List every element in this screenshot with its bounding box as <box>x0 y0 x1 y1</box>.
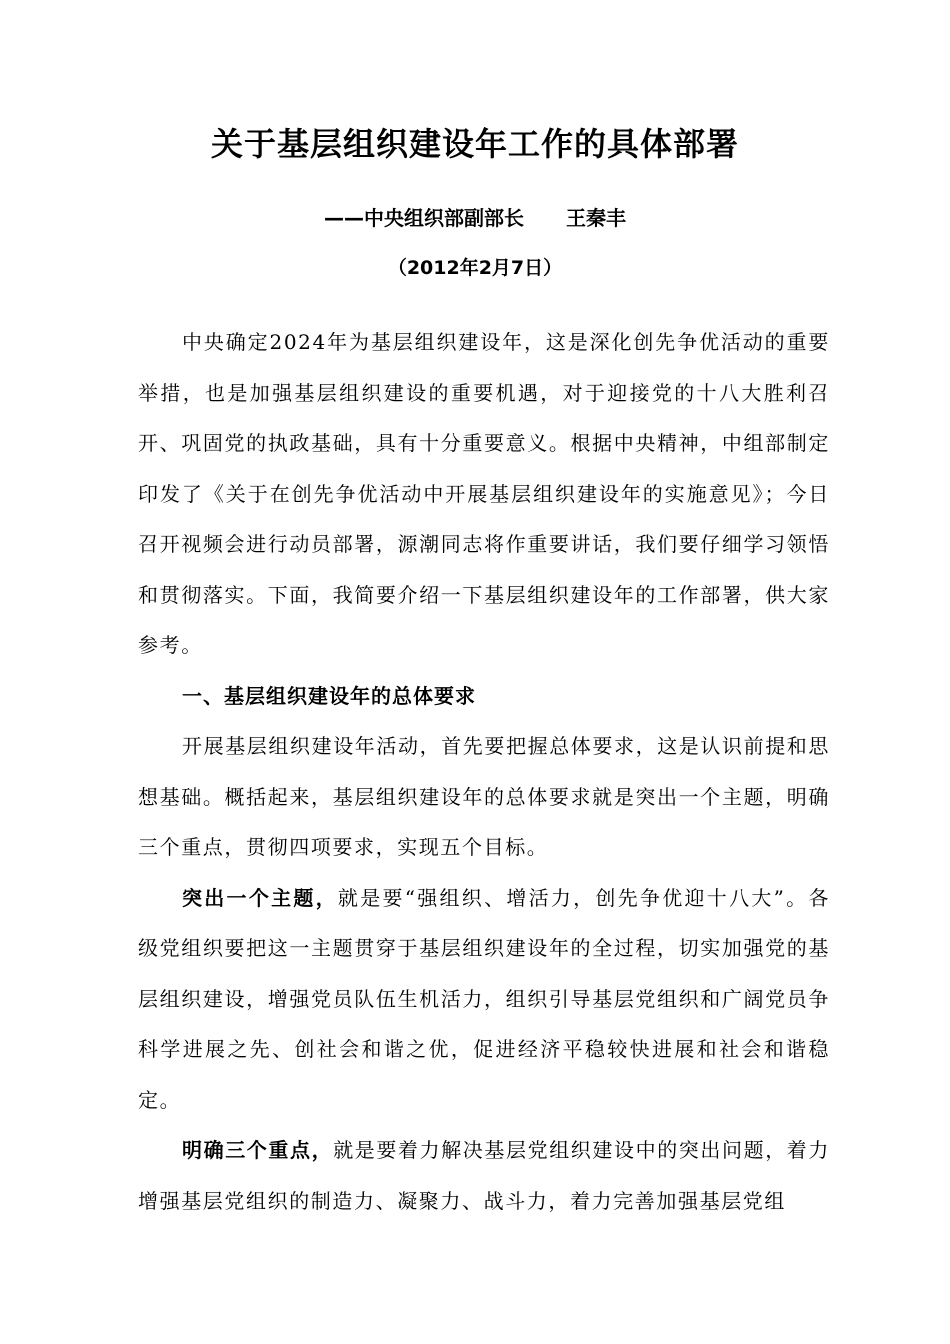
document-title: 关于基层组织建设年工作的具体部署 <box>210 125 739 163</box>
paragraph-theme-text: 就是要“强组织、增活力，创先争优迎十八大”。各级党组织要把这一主题贯穿于基层组织建设年的全过程，切实加强党的基层组织建设，增强党员队伍生机活力，组织引导基层党组织和广阔党员争科学进展之先、创社会和谐之优，促进经济平稳较快进展和社会和谐稳定。 <box>138 885 830 1112</box>
byline-name: 王秦丰 <box>566 206 626 230</box>
paragraph-focus <box>138 1125 830 1226</box>
section-heading-1: 一、基层组织建设年的总体要求 <box>182 683 476 708</box>
paragraph-focus-text: 就是要着力解决基层党组织建设中的突出问题，着力增强基层党组织的制造力、凝聚力、战斗力，着力完善加强基层党组 <box>138 1138 831 1213</box>
byline <box>0 200 950 236</box>
paragraph-theme <box>138 873 830 1126</box>
byline-role: ——中央组织部副部长 <box>324 206 524 230</box>
document-date: （2012年2月7日） <box>387 257 563 279</box>
paragraph-theme-lead: 突出一个主题， <box>182 885 338 910</box>
document-body <box>138 317 830 1226</box>
paragraph-focus-lead: 明确三个重点， <box>182 1138 334 1162</box>
paragraph-overview: 开展基层组织建设年活动，首先要把握总体要求，这是认识前提和思想基础。概括起来，基层组织建设年的总体要求就是突出一个主题，明确三个重点，贯彻四项要求，实现五个目标。 <box>138 734 830 859</box>
paragraph-intro: 中央确定2024年为基层组织建设年，这是深化创先争优活动的重要举措，也是加强基层组织建设的重要机遇，对于迎接党的十八大胜利召开、巩固党的执政基础，具有十分重要意义。根据中央精神，中组部制定印发了《关于在创先争优活动中开展基层组织建设年的实施意见》；今日召开视频会进行动员部署，源潮同志将作重要讲话，我们要仔细学习领悟和贯彻落实。下面，我简要介绍一下基层组织建设年的工作部署，供大家参考。 <box>138 330 830 657</box>
